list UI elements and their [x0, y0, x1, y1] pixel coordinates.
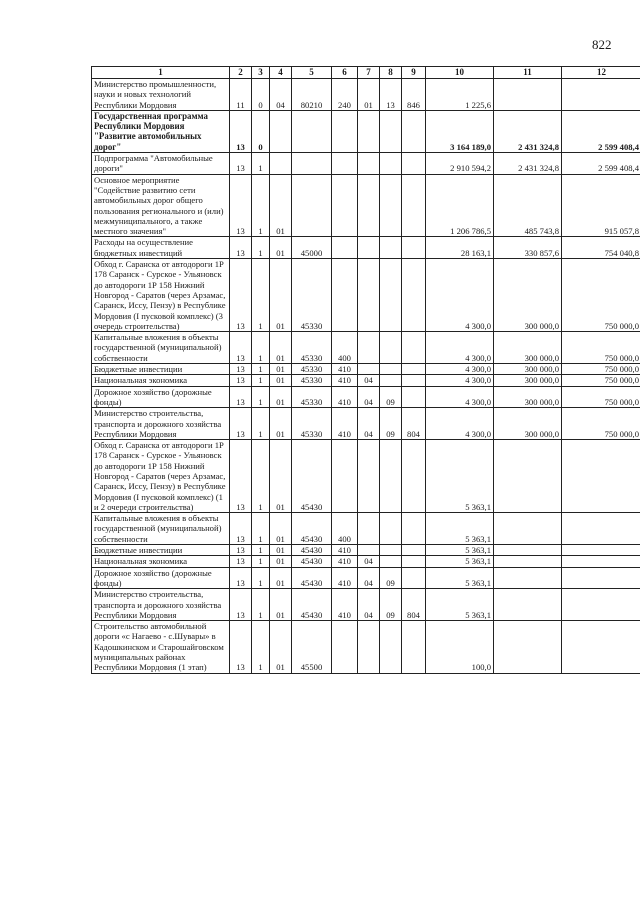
row-name-cell: Подпрограмма "Автомобильные дороги"	[92, 153, 230, 175]
column-header: 10	[426, 67, 494, 79]
row-name-cell: Дорожное хозяйство (дорожные фонды)	[92, 567, 230, 589]
row-value-cell: 09	[380, 408, 402, 440]
row-value-cell	[380, 556, 402, 567]
row-value-cell	[402, 259, 426, 332]
table-row	[92, 567, 640, 589]
row-value-cell: 1	[252, 621, 270, 673]
row-value-cell: 13	[380, 79, 402, 111]
row-value-cell	[332, 174, 358, 237]
table-row	[92, 174, 640, 237]
row-value-cell: 04	[358, 589, 380, 621]
row-value-cell: 11	[230, 79, 252, 111]
row-value-cell: 45430	[292, 556, 332, 567]
row-value-cell	[402, 556, 426, 567]
row-name-cell: Министерство промышленности, науки и новых технологий Республики Мордовия	[92, 79, 230, 111]
row-value-cell: 45430	[292, 545, 332, 556]
row-value-cell: 410	[332, 567, 358, 589]
row-value-cell: 1	[252, 408, 270, 440]
row-value-cell	[292, 174, 332, 237]
row-value-cell: 804	[402, 408, 426, 440]
row-value-cell: 09	[380, 589, 402, 621]
row-value-cell	[402, 364, 426, 375]
row-value-cell: 5 363,1	[426, 556, 494, 567]
row-value-cell: 13	[230, 440, 252, 513]
row-value-cell: 45430	[292, 567, 332, 589]
row-value-cell: 09	[380, 386, 402, 408]
row-value-cell	[402, 621, 426, 673]
row-value-cell	[358, 513, 380, 545]
row-value-cell: 13	[230, 153, 252, 175]
row-value-cell: 410	[332, 556, 358, 567]
row-value-cell: 1	[252, 259, 270, 332]
row-value-cell: 300 000,0	[494, 259, 562, 332]
row-name-cell: Основное мероприятие "Содействие развитию сети автомобильных дорог общего пользования регионального и (или) межмуниципального, а также местного значения"	[92, 174, 230, 237]
row-value-cell	[562, 545, 640, 556]
row-value-cell	[358, 110, 380, 152]
row-value-cell	[494, 589, 562, 621]
row-value-cell: 5 363,1	[426, 589, 494, 621]
table-row	[92, 545, 640, 556]
row-value-cell: 2 431 324,8	[494, 153, 562, 175]
row-value-cell: 5 363,1	[426, 513, 494, 545]
row-value-cell: 300 000,0	[494, 408, 562, 440]
row-value-cell	[494, 545, 562, 556]
row-name-cell: Бюджетные инвестиции	[92, 545, 230, 556]
row-value-cell: 13	[230, 332, 252, 364]
row-value-cell	[402, 375, 426, 386]
row-value-cell: 410	[332, 364, 358, 375]
row-value-cell	[402, 174, 426, 237]
row-value-cell	[562, 567, 640, 589]
row-value-cell: 45330	[292, 259, 332, 332]
row-name-cell: Обход г. Саранска от автодороги 1Р 178 Саранск - Сурское - Ульяновск до автодороги 1Р 158 Нижний Новгород - Саратов (через Арзамас, Саранск, Исcу, Пензу) в Республике Мордовия (I пусковой комплекс) (1 и 2 очереди строительства)	[92, 440, 230, 513]
column-header: 7	[358, 67, 380, 79]
column-header: 3	[252, 67, 270, 79]
row-value-cell: 13	[230, 259, 252, 332]
row-value-cell: 4 300,0	[426, 408, 494, 440]
table-row	[92, 153, 640, 175]
row-value-cell	[402, 513, 426, 545]
row-value-cell: 45000	[292, 237, 332, 259]
row-value-cell: 01	[270, 375, 292, 386]
row-value-cell: 45330	[292, 375, 332, 386]
row-value-cell: 45330	[292, 364, 332, 375]
row-value-cell	[562, 440, 640, 513]
row-value-cell	[402, 567, 426, 589]
row-value-cell	[402, 545, 426, 556]
row-value-cell	[380, 237, 402, 259]
row-name-cell: Министерство строительства, транспорта и дорожного хозяйства Республики Мордовия	[92, 408, 230, 440]
row-value-cell	[332, 621, 358, 673]
row-value-cell: 13	[230, 237, 252, 259]
row-value-cell: 01	[358, 79, 380, 111]
row-value-cell	[562, 621, 640, 673]
table-row	[92, 589, 640, 621]
table-row	[92, 110, 640, 152]
row-value-cell	[358, 621, 380, 673]
row-value-cell: 3 164 189,0	[426, 110, 494, 152]
row-value-cell: 13	[230, 589, 252, 621]
row-value-cell: 13	[230, 513, 252, 545]
table-row	[92, 237, 640, 259]
row-value-cell: 400	[332, 513, 358, 545]
row-value-cell	[494, 513, 562, 545]
row-value-cell: 4 300,0	[426, 364, 494, 375]
row-value-cell: 13	[230, 386, 252, 408]
row-value-cell: 01	[270, 545, 292, 556]
row-value-cell: 04	[358, 386, 380, 408]
row-value-cell: 04	[358, 408, 380, 440]
table-row	[92, 513, 640, 545]
row-value-cell	[358, 153, 380, 175]
row-value-cell: 1	[252, 237, 270, 259]
row-value-cell: 750 000,0	[562, 364, 640, 375]
row-value-cell: 01	[270, 332, 292, 364]
row-value-cell	[358, 440, 380, 513]
row-value-cell: 750 000,0	[562, 386, 640, 408]
row-value-cell: 410	[332, 386, 358, 408]
row-name-cell: Государственная программа Республики Мордовия "Развитие автомобильных дорог"	[92, 110, 230, 152]
column-header: 6	[332, 67, 358, 79]
row-name-cell: Строительство автомобильной дороги «с Нагаево - с.Шувары» в Кадошкинском и Старошайговском муниципальных районах Республики Мордовия (1 этап)	[92, 621, 230, 673]
row-value-cell: 1	[252, 386, 270, 408]
row-name-cell: Обход г. Саранска от автодороги 1Р 178 Саранск - Сурское - Ульяновск до автодороги 1Р 158 Нижний Новгород - Саратов (через Арзамас, Саранск, Исcу, Пензу) в Республике Мордовия (I пусковой комплекс) (3 очередь строительства)	[92, 259, 230, 332]
row-value-cell: 5 363,1	[426, 545, 494, 556]
row-value-cell: 754 040,8	[562, 237, 640, 259]
row-value-cell: 100,0	[426, 621, 494, 673]
row-value-cell	[292, 110, 332, 152]
row-value-cell	[358, 259, 380, 332]
row-name-cell: Национальная экономика	[92, 556, 230, 567]
row-value-cell: 1	[252, 375, 270, 386]
row-value-cell: 1	[252, 567, 270, 589]
row-value-cell: 1	[252, 513, 270, 545]
row-value-cell: 01	[270, 589, 292, 621]
budget-table	[91, 66, 640, 674]
row-value-cell: 45500	[292, 621, 332, 673]
row-value-cell	[380, 364, 402, 375]
row-value-cell	[332, 237, 358, 259]
row-value-cell: 01	[270, 364, 292, 375]
row-value-cell: 240	[332, 79, 358, 111]
row-value-cell: 1	[252, 545, 270, 556]
row-value-cell: 0	[252, 110, 270, 152]
row-value-cell: 01	[270, 408, 292, 440]
row-value-cell: 4 300,0	[426, 332, 494, 364]
row-value-cell: 750 000,0	[562, 375, 640, 386]
row-name-cell: Капитальные вложения в объекты государственной (муниципальной) собственности	[92, 332, 230, 364]
row-name-cell: Капитальные вложения в объекты государственной (муниципальной) собственности	[92, 513, 230, 545]
row-value-cell	[402, 237, 426, 259]
row-value-cell: 01	[270, 567, 292, 589]
row-value-cell: 04	[358, 375, 380, 386]
header-row	[92, 67, 640, 79]
row-value-cell: 300 000,0	[494, 364, 562, 375]
row-value-cell	[562, 589, 640, 621]
row-value-cell	[380, 513, 402, 545]
row-value-cell: 750 000,0	[562, 332, 640, 364]
row-value-cell: 410	[332, 375, 358, 386]
row-value-cell: 01	[270, 513, 292, 545]
table-row	[92, 556, 640, 567]
row-value-cell	[380, 332, 402, 364]
row-name-cell: Расходы на осуществление бюджетных инвестиций	[92, 237, 230, 259]
row-name-cell: Бюджетные инвестиции	[92, 364, 230, 375]
row-value-cell	[562, 513, 640, 545]
row-value-cell: 485 743,8	[494, 174, 562, 237]
row-value-cell	[494, 567, 562, 589]
row-value-cell	[402, 332, 426, 364]
row-value-cell	[358, 364, 380, 375]
row-value-cell: 04	[270, 79, 292, 111]
column-header: 4	[270, 67, 292, 79]
row-value-cell	[380, 153, 402, 175]
row-value-cell	[332, 259, 358, 332]
row-value-cell: 45430	[292, 513, 332, 545]
row-value-cell	[380, 110, 402, 152]
row-value-cell	[494, 621, 562, 673]
table-row	[92, 386, 640, 408]
row-value-cell: 300 000,0	[494, 375, 562, 386]
row-value-cell: 01	[270, 386, 292, 408]
row-value-cell: 410	[332, 545, 358, 556]
row-value-cell	[380, 259, 402, 332]
column-header: 2	[230, 67, 252, 79]
row-name-cell: Министерство строительства, транспорта и дорожного хозяйства Республики Мордовия	[92, 589, 230, 621]
row-value-cell: 4 300,0	[426, 386, 494, 408]
row-value-cell: 2 599 408,4	[562, 110, 640, 152]
table-row	[92, 259, 640, 332]
row-value-cell: 01	[270, 440, 292, 513]
column-header: 1	[92, 67, 230, 79]
row-value-cell: 13	[230, 364, 252, 375]
row-value-cell: 04	[358, 556, 380, 567]
row-value-cell	[380, 440, 402, 513]
row-value-cell: 01	[270, 621, 292, 673]
column-header: 9	[402, 67, 426, 79]
row-value-cell	[358, 332, 380, 364]
row-value-cell: 28 163,1	[426, 237, 494, 259]
row-value-cell: 804	[402, 589, 426, 621]
row-value-cell: 45330	[292, 332, 332, 364]
row-value-cell: 13	[230, 545, 252, 556]
row-name-cell: Дорожное хозяйство (дорожные фонды)	[92, 386, 230, 408]
row-value-cell: 13	[230, 621, 252, 673]
row-value-cell	[332, 110, 358, 152]
row-value-cell: 915 057,8	[562, 174, 640, 237]
row-value-cell	[332, 440, 358, 513]
row-value-cell: 5 363,1	[426, 440, 494, 513]
row-value-cell	[380, 375, 402, 386]
column-header: 11	[494, 67, 562, 79]
column-header: 5	[292, 67, 332, 79]
row-value-cell: 846	[402, 79, 426, 111]
row-value-cell: 750 000,0	[562, 259, 640, 332]
row-value-cell: 1	[252, 440, 270, 513]
column-header: 12	[562, 67, 640, 79]
row-value-cell	[402, 440, 426, 513]
column-header: 8	[380, 67, 402, 79]
row-value-cell	[358, 237, 380, 259]
table-row	[92, 332, 640, 364]
row-value-cell	[380, 545, 402, 556]
table-row	[92, 79, 640, 111]
row-value-cell	[402, 153, 426, 175]
table-row	[92, 408, 640, 440]
row-value-cell: 1	[252, 364, 270, 375]
row-value-cell: 410	[332, 589, 358, 621]
row-value-cell: 2 599 408,4	[562, 153, 640, 175]
row-value-cell	[494, 556, 562, 567]
row-value-cell	[380, 621, 402, 673]
row-value-cell: 13	[230, 174, 252, 237]
row-value-cell: 410	[332, 408, 358, 440]
row-value-cell: 1 206 786,5	[426, 174, 494, 237]
row-value-cell: 4 300,0	[426, 375, 494, 386]
row-value-cell	[358, 174, 380, 237]
row-value-cell: 04	[358, 567, 380, 589]
row-value-cell: 2 431 324,8	[494, 110, 562, 152]
row-value-cell: 300 000,0	[494, 332, 562, 364]
page-number: 822	[592, 37, 612, 52]
row-value-cell	[494, 79, 562, 111]
row-value-cell: 45330	[292, 386, 332, 408]
row-value-cell	[562, 79, 640, 111]
row-value-cell: 1	[252, 332, 270, 364]
row-value-cell	[402, 110, 426, 152]
row-name-cell: Национальная экономика	[92, 375, 230, 386]
row-value-cell: 2 910 594,2	[426, 153, 494, 175]
row-value-cell: 1	[252, 174, 270, 237]
row-value-cell: 1	[252, 589, 270, 621]
row-value-cell: 45430	[292, 589, 332, 621]
row-value-cell: 4 300,0	[426, 259, 494, 332]
table-row	[92, 364, 640, 375]
table-row	[92, 440, 640, 513]
row-value-cell: 0	[252, 79, 270, 111]
row-value-cell: 45330	[292, 408, 332, 440]
row-value-cell: 5 363,1	[426, 567, 494, 589]
row-value-cell	[380, 174, 402, 237]
table-row	[92, 621, 640, 673]
row-value-cell	[332, 153, 358, 175]
row-value-cell	[402, 386, 426, 408]
row-value-cell	[270, 110, 292, 152]
row-value-cell	[494, 440, 562, 513]
table-row	[92, 375, 640, 386]
row-value-cell: 330 857,6	[494, 237, 562, 259]
row-value-cell: 01	[270, 237, 292, 259]
row-value-cell	[270, 153, 292, 175]
row-value-cell: 13	[230, 110, 252, 152]
table-body	[92, 79, 640, 674]
row-value-cell: 01	[270, 556, 292, 567]
row-value-cell: 300 000,0	[494, 386, 562, 408]
row-value-cell	[358, 545, 380, 556]
row-value-cell: 1	[252, 153, 270, 175]
row-value-cell: 13	[230, 567, 252, 589]
row-value-cell: 13	[230, 408, 252, 440]
row-value-cell: 01	[270, 259, 292, 332]
row-value-cell: 01	[270, 174, 292, 237]
row-value-cell: 1 225,6	[426, 79, 494, 111]
row-value-cell: 750 000,0	[562, 408, 640, 440]
table-header	[92, 67, 640, 79]
row-value-cell: 400	[332, 332, 358, 364]
row-value-cell: 45430	[292, 440, 332, 513]
row-value-cell: 09	[380, 567, 402, 589]
row-value-cell: 80210	[292, 79, 332, 111]
row-value-cell: 1	[252, 556, 270, 567]
row-value-cell: 13	[230, 556, 252, 567]
row-value-cell: 13	[230, 375, 252, 386]
row-value-cell	[292, 153, 332, 175]
row-value-cell	[562, 556, 640, 567]
